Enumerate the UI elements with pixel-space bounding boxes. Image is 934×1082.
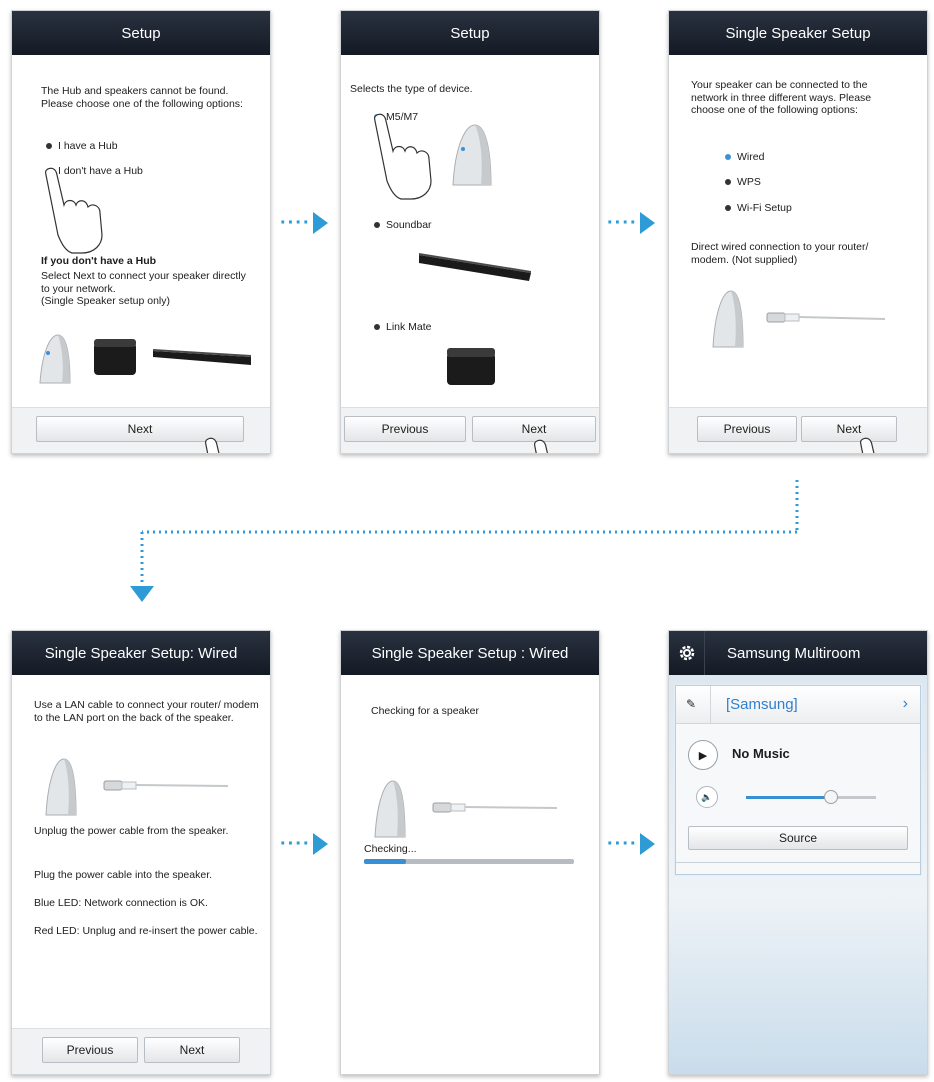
pointing-hand-icon bbox=[42, 165, 112, 255]
option-have-hub[interactable] bbox=[46, 140, 118, 153]
speaker-name-row[interactable] bbox=[676, 686, 920, 724]
flow-arrow-icon: ···· bbox=[607, 212, 655, 234]
play-icon[interactable]: ▶ bbox=[688, 740, 718, 770]
option-label: WPS bbox=[737, 176, 761, 188]
radio-dot-icon bbox=[725, 205, 731, 211]
volume-thumb[interactable] bbox=[824, 790, 838, 804]
pointing-hand-icon bbox=[202, 435, 271, 454]
flow-arrow-icon: ···· bbox=[607, 833, 655, 855]
flow-arrow-icon: ···· bbox=[280, 212, 328, 234]
button-bar bbox=[12, 1028, 270, 1074]
screen-title: Setup bbox=[12, 11, 270, 55]
option-label: I don't have a Hub bbox=[58, 165, 143, 177]
screen-samsung-multiroom bbox=[668, 630, 928, 1075]
speaker-lan-cable-image bbox=[709, 287, 889, 349]
speaker-name: [Samsung] bbox=[726, 696, 798, 713]
link-mate-image bbox=[445, 345, 497, 387]
radio-dot-icon bbox=[46, 143, 52, 149]
app-header bbox=[669, 631, 927, 675]
speaker-card bbox=[675, 685, 921, 875]
previous-button[interactable]: Previous bbox=[42, 1037, 138, 1063]
option-wired[interactable] bbox=[725, 151, 764, 164]
step-plug: Plug the power cable into the speaker. bbox=[34, 869, 213, 881]
intro-text: The Hub and speakers cannot be found. Please choose one of the following options: bbox=[41, 85, 243, 110]
flow-connector-icon bbox=[130, 476, 810, 606]
speaker-volume-icon[interactable]: 🔈 bbox=[696, 786, 718, 808]
card-divider bbox=[676, 862, 920, 863]
option-soundbar[interactable] bbox=[374, 219, 432, 232]
soundbar-image bbox=[151, 341, 255, 371]
divider bbox=[710, 686, 711, 724]
intro-text: Use a LAN cable to connect your router/ modem to the LAN port on the back of the speaker. bbox=[34, 699, 259, 724]
pointing-hand-icon bbox=[531, 437, 600, 454]
radio-dot-icon bbox=[374, 324, 380, 330]
progress-status: Checking... bbox=[364, 843, 417, 855]
pencil-icon[interactable]: ✎ bbox=[686, 697, 697, 711]
screen-setup-hub bbox=[11, 10, 271, 454]
screen-title: Single Speaker Setup: Wired bbox=[12, 631, 270, 675]
red-led-text: Red LED: Unplug and re-insert the power cable. bbox=[34, 925, 258, 937]
screen-setup-device-type bbox=[340, 10, 600, 454]
hub-image bbox=[92, 337, 138, 377]
option-wps[interactable] bbox=[725, 176, 761, 189]
option-label: M5/M7 bbox=[386, 111, 419, 123]
volume-fill bbox=[746, 796, 831, 799]
next-button[interactable]: Next bbox=[144, 1037, 240, 1063]
previous-button[interactable]: Previous bbox=[344, 416, 466, 442]
option-label: Link Mate bbox=[386, 321, 432, 333]
next-button[interactable]: Next bbox=[472, 416, 596, 442]
option-wifi-setup[interactable] bbox=[725, 202, 792, 215]
speaker-m5-image bbox=[36, 333, 72, 385]
gear-icon[interactable] bbox=[669, 631, 705, 675]
app-title: Samsung Multiroom bbox=[727, 644, 861, 662]
section-note: (Single Speaker setup only) bbox=[41, 295, 170, 307]
source-button[interactable]: Source bbox=[688, 826, 908, 850]
screen-title: Single Speaker Setup bbox=[669, 11, 927, 55]
screen-title: Single Speaker Setup : Wired bbox=[341, 631, 599, 675]
intro-text: Your speaker can be connected to the network in three different ways. Please choose one of the following options: bbox=[691, 79, 872, 116]
blue-led-text: Blue LED: Network connection is OK. bbox=[34, 897, 208, 909]
screen-single-speaker-setup bbox=[668, 10, 928, 454]
option-link-mate[interactable] bbox=[374, 321, 432, 334]
checking-label: Checking for a speaker bbox=[371, 705, 479, 717]
progress-bar-fill bbox=[364, 859, 406, 864]
pointing-hand-icon bbox=[857, 435, 927, 454]
connection-description: Direct wired connection to your router/ modem. (Not supplied) bbox=[691, 241, 869, 266]
speaker-lan-cable-image bbox=[42, 755, 232, 819]
radio-dot-icon bbox=[725, 179, 731, 185]
flow-arrow-icon: ···· bbox=[280, 833, 328, 855]
step-unplug: Unplug the power cable from the speaker. bbox=[34, 825, 229, 837]
radio-dot-selected-icon bbox=[725, 154, 731, 160]
section-heading: If you don't have a Hub bbox=[41, 255, 157, 267]
volume-slider[interactable] bbox=[746, 796, 876, 799]
radio-dot-icon bbox=[374, 222, 380, 228]
soundbar-image bbox=[417, 249, 533, 289]
section-body: Select Next to connect your speaker directly to your network. bbox=[41, 270, 246, 295]
previous-button[interactable]: Previous bbox=[697, 416, 797, 442]
pointing-hand-icon bbox=[371, 111, 441, 203]
chevron-right-icon[interactable]: › bbox=[902, 695, 908, 712]
speaker-lan-cable-image bbox=[371, 777, 561, 841]
next-button[interactable]: Next bbox=[36, 416, 244, 442]
screen-checking-speaker bbox=[340, 630, 600, 1075]
next-button[interactable]: Next bbox=[801, 416, 897, 442]
option-label: Wired bbox=[737, 151, 765, 163]
app-background bbox=[669, 675, 927, 1074]
option-label: Wi-Fi Setup bbox=[737, 202, 792, 214]
intro-text: Selects the type of device. bbox=[350, 83, 473, 95]
progress-bar bbox=[364, 859, 574, 864]
speaker-m5-image bbox=[449, 123, 493, 187]
now-playing: No Music bbox=[732, 746, 790, 761]
option-label: I have a Hub bbox=[58, 140, 118, 152]
screen-single-speaker-wired bbox=[11, 630, 271, 1075]
screen-title: Setup bbox=[341, 11, 599, 55]
option-label: Soundbar bbox=[386, 219, 432, 231]
